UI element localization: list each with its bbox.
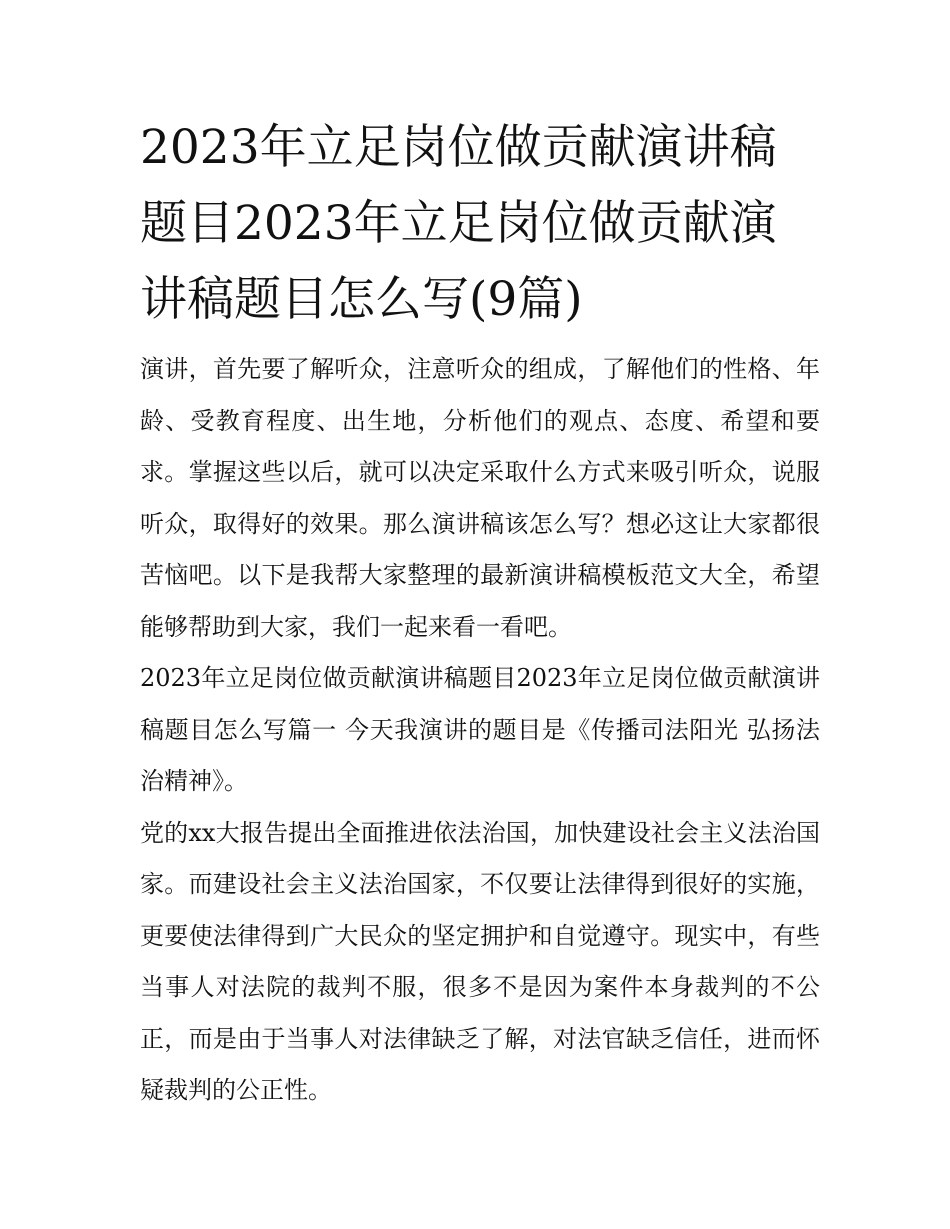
document-title: 2023年立足岗位做贡献演讲稿题目2023年立足岗位做贡献演讲稿题目怎么写(9篇) — [140, 120, 777, 327]
paragraph-speech-opening: 2023年立足岗位做贡献演讲稿题目2023年立足岗位做贡献演讲稿题目怎么写篇一 今天我演讲的题目是《传播司法阳光 弘扬法治精神》。 — [140, 664, 820, 795]
document-page — [140, 110, 820, 1117]
paragraph-intro: 演讲，首先要了解听众，注意听众的组成，了解他们的性格、年龄、受教育程度、出生地，分析他们的观点、态度、希望和要求。掌握这些以后，就可以决定采取什么方式来吸引听众，说服听众，取得好的效果。那么演讲稿该怎么写？想必这让大家都很苦恼吧。以下是我帮大家整理的最新演讲稿模板范文大全，希望能够帮助到大家，我们一起来看一看吧。 — [140, 355, 820, 641]
paragraph-rule-of-law: 党的xx大报告提出全面推进依法治国，加快建设社会主义法治国家。而建设社会主义法治国家，不仅要让法律得到很好的实施，更要使法律得到广大民众的坚定拥护和自觉遵守。现实中，有些当事人对法院的裁判不服，很多不是因为案件本身裁判的不公正，而是由于当事人对法律缺乏了解，对法官缺乏信任，进而怀疑裁判的公正性。 — [140, 818, 820, 1104]
